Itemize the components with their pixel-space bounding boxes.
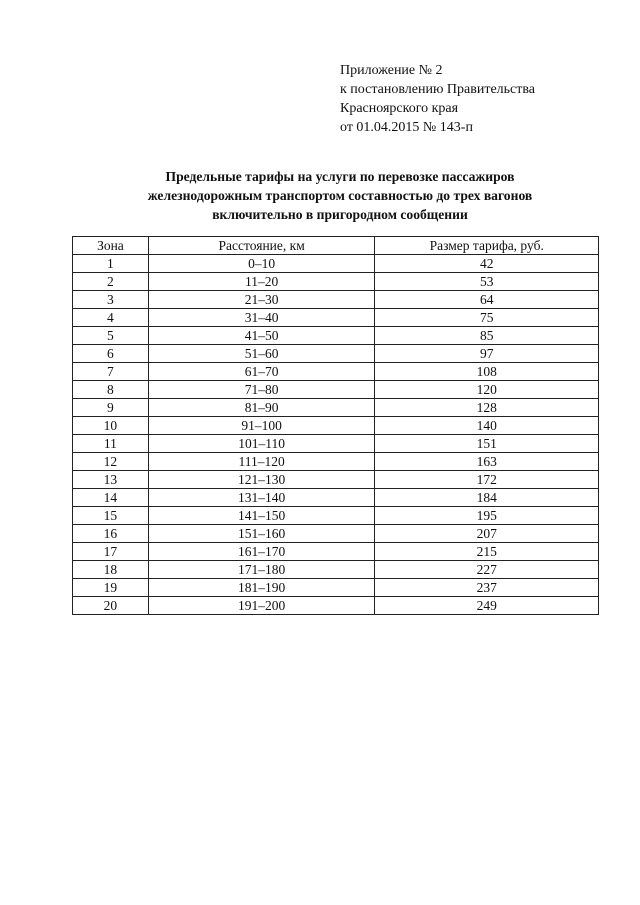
cell-zone: 10 [73, 417, 149, 435]
cell-zone: 7 [73, 363, 149, 381]
cell-distance: 11–20 [148, 273, 375, 291]
cell-tariff: 172 [375, 471, 599, 489]
cell-tariff: 184 [375, 489, 599, 507]
cell-zone: 17 [73, 543, 149, 561]
cell-zone: 20 [73, 597, 149, 615]
cell-tariff: 215 [375, 543, 599, 561]
table-row [73, 417, 599, 435]
cell-tariff: 53 [375, 273, 599, 291]
table-row [73, 291, 599, 309]
table-row [73, 507, 599, 525]
cell-zone: 3 [73, 291, 149, 309]
cell-tariff: 120 [375, 381, 599, 399]
cell-tariff: 42 [375, 255, 599, 273]
cell-distance: 151–160 [148, 525, 375, 543]
cell-zone: 6 [73, 345, 149, 363]
table-row [73, 255, 599, 273]
table-row [73, 579, 599, 597]
cell-zone: 15 [73, 507, 149, 525]
header-distance: Расстояние, км [148, 237, 375, 255]
cell-tariff: 237 [375, 579, 599, 597]
cell-tariff: 85 [375, 327, 599, 345]
table-row [73, 435, 599, 453]
cell-distance: 111–120 [148, 453, 375, 471]
cell-tariff: 140 [375, 417, 599, 435]
cell-distance: 171–180 [148, 561, 375, 579]
table-row [73, 597, 599, 615]
cell-tariff: 207 [375, 525, 599, 543]
cell-zone: 11 [73, 435, 149, 453]
title-line-1: Предельные тарифы на услуги по перевозке пассажиров [165, 169, 515, 184]
cell-distance: 31–40 [148, 309, 375, 327]
cell-tariff: 195 [375, 507, 599, 525]
table-row [73, 453, 599, 471]
cell-tariff: 227 [375, 561, 599, 579]
cell-zone: 18 [73, 561, 149, 579]
cell-zone: 13 [73, 471, 149, 489]
table-row [73, 309, 599, 327]
table-row [73, 489, 599, 507]
table-row [73, 363, 599, 381]
cell-distance: 71–80 [148, 381, 375, 399]
cell-zone: 12 [73, 453, 149, 471]
cell-tariff: 151 [375, 435, 599, 453]
tariff-table [72, 236, 599, 615]
cell-tariff: 163 [375, 453, 599, 471]
header-zone: Зона [73, 237, 149, 255]
cell-distance: 191–200 [148, 597, 375, 615]
appendix-region: Красноярского края [340, 101, 459, 116]
cell-distance: 121–130 [148, 471, 375, 489]
cell-tariff: 108 [375, 363, 599, 381]
cell-tariff: 75 [375, 309, 599, 327]
cell-distance: 181–190 [148, 579, 375, 597]
cell-distance: 41–50 [148, 327, 375, 345]
cell-distance: 21–30 [148, 291, 375, 309]
cell-tariff: 64 [375, 291, 599, 309]
cell-distance: 91–100 [148, 417, 375, 435]
cell-zone: 19 [73, 579, 149, 597]
cell-zone: 1 [73, 255, 149, 273]
table-row [73, 381, 599, 399]
cell-distance: 141–150 [148, 507, 375, 525]
table-row [73, 345, 599, 363]
title-line-3: включительно в пригородном сообщении [212, 207, 468, 222]
table-header-row [73, 237, 599, 255]
cell-tariff: 128 [375, 399, 599, 417]
cell-zone: 5 [73, 327, 149, 345]
cell-zone: 16 [73, 525, 149, 543]
cell-distance: 0–10 [148, 255, 375, 273]
cell-tariff: 97 [375, 345, 599, 363]
appendix-date: от 01.04.2015 № 143-п [340, 120, 473, 135]
cell-zone: 2 [73, 273, 149, 291]
table-row [73, 525, 599, 543]
cell-distance: 51–60 [148, 345, 375, 363]
document-title [100, 167, 580, 224]
table-row [73, 471, 599, 489]
cell-zone: 14 [73, 489, 149, 507]
cell-tariff: 249 [375, 597, 599, 615]
cell-distance: 131–140 [148, 489, 375, 507]
cell-zone: 4 [73, 309, 149, 327]
appendix-number: Приложение № 2 [340, 63, 443, 78]
title-line-2: железнодорожным транспортом составностью до трех вагонов [147, 188, 533, 203]
cell-zone: 8 [73, 381, 149, 399]
cell-distance: 61–70 [148, 363, 375, 381]
table-body [73, 255, 599, 615]
table-row [73, 399, 599, 417]
table-row [73, 543, 599, 561]
table-row [73, 327, 599, 345]
appendix-reference: к постановлению Правительства [340, 82, 536, 97]
cell-distance: 101–110 [148, 435, 375, 453]
table-row [73, 273, 599, 291]
table-row [73, 561, 599, 579]
header-tariff: Размер тарифа, руб. [375, 237, 599, 255]
cell-zone: 9 [73, 399, 149, 417]
appendix-block [340, 61, 535, 137]
cell-distance: 161–170 [148, 543, 375, 561]
cell-distance: 81–90 [148, 399, 375, 417]
